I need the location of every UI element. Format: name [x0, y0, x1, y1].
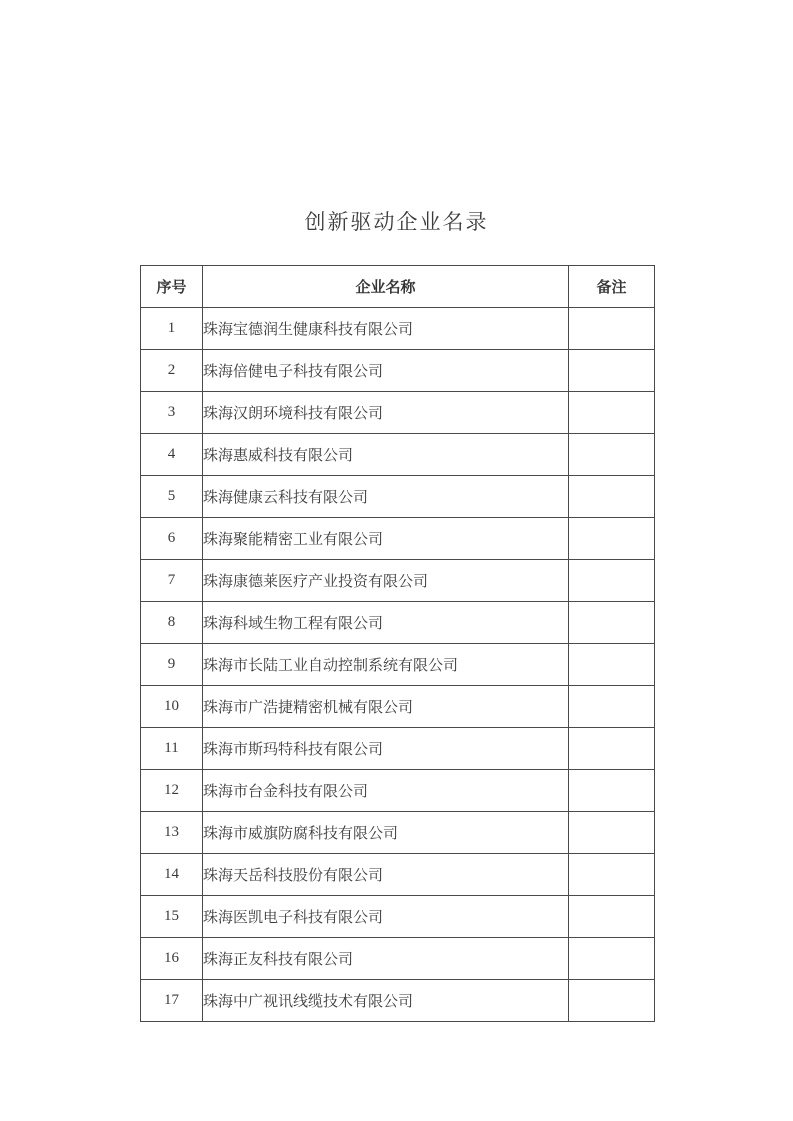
table-row [141, 602, 655, 644]
header-serial-number: 序号 [141, 266, 203, 308]
row-serial-number: 4 [141, 434, 203, 476]
table-row [141, 938, 655, 980]
row-remarks [569, 476, 655, 518]
row-enterprise-name: 珠海市威旗防腐科技有限公司 [203, 812, 569, 854]
table-header-row [141, 266, 655, 308]
row-serial-number: 13 [141, 812, 203, 854]
table-row [141, 308, 655, 350]
row-remarks [569, 392, 655, 434]
table-row [141, 644, 655, 686]
row-remarks [569, 602, 655, 644]
table-row [141, 896, 655, 938]
row-enterprise-name: 珠海市斯玛特科技有限公司 [203, 728, 569, 770]
page-title: 创新驱动企业名录 [304, 210, 489, 234]
row-enterprise-name: 珠海倍健电子科技有限公司 [203, 350, 569, 392]
row-enterprise-name: 珠海医凯电子科技有限公司 [203, 896, 569, 938]
table-row [141, 686, 655, 728]
row-serial-number: 7 [141, 560, 203, 602]
header-enterprise-name: 企业名称 [203, 266, 569, 308]
header-remarks: 备注 [569, 266, 655, 308]
row-remarks [569, 854, 655, 896]
table-row [141, 854, 655, 896]
row-enterprise-name: 珠海康德莱医疗产业投资有限公司 [203, 560, 569, 602]
row-serial-number: 15 [141, 896, 203, 938]
row-enterprise-name: 珠海聚能精密工业有限公司 [203, 518, 569, 560]
row-serial-number: 11 [141, 728, 203, 770]
row-remarks [569, 938, 655, 980]
row-serial-number: 6 [141, 518, 203, 560]
row-enterprise-name: 珠海科域生物工程有限公司 [203, 602, 569, 644]
row-enterprise-name: 珠海市台金科技有限公司 [203, 770, 569, 812]
row-enterprise-name: 珠海中广视讯线缆技术有限公司 [203, 980, 569, 1022]
row-serial-number: 5 [141, 476, 203, 518]
row-serial-number: 8 [141, 602, 203, 644]
row-remarks [569, 980, 655, 1022]
row-serial-number: 12 [141, 770, 203, 812]
row-remarks [569, 350, 655, 392]
table-row [141, 476, 655, 518]
row-remarks [569, 308, 655, 350]
table-row [141, 770, 655, 812]
row-serial-number: 2 [141, 350, 203, 392]
row-serial-number: 3 [141, 392, 203, 434]
row-serial-number: 14 [141, 854, 203, 896]
row-enterprise-name: 珠海市广浩捷精密机械有限公司 [203, 686, 569, 728]
row-serial-number: 9 [141, 644, 203, 686]
row-serial-number: 16 [141, 938, 203, 980]
table-row [141, 980, 655, 1022]
table-row [141, 518, 655, 560]
row-remarks [569, 686, 655, 728]
row-serial-number: 10 [141, 686, 203, 728]
row-remarks [569, 560, 655, 602]
table-row [141, 392, 655, 434]
enterprise-table [140, 265, 655, 1022]
table-row [141, 434, 655, 476]
row-enterprise-name: 珠海汉朗环境科技有限公司 [203, 392, 569, 434]
row-remarks [569, 434, 655, 476]
row-remarks [569, 896, 655, 938]
table-row [141, 812, 655, 854]
row-enterprise-name: 珠海天岳科技股份有限公司 [203, 854, 569, 896]
row-remarks [569, 644, 655, 686]
row-enterprise-name: 珠海健康云科技有限公司 [203, 476, 569, 518]
row-enterprise-name: 珠海市长陆工业自动控制系统有限公司 [203, 644, 569, 686]
table-row [141, 350, 655, 392]
row-enterprise-name: 珠海正友科技有限公司 [203, 938, 569, 980]
table-row [141, 560, 655, 602]
row-serial-number: 1 [141, 308, 203, 350]
row-remarks [569, 770, 655, 812]
row-remarks [569, 728, 655, 770]
row-remarks [569, 518, 655, 560]
row-enterprise-name: 珠海宝德润生健康科技有限公司 [203, 308, 569, 350]
row-remarks [569, 812, 655, 854]
table-row [141, 728, 655, 770]
row-serial-number: 17 [141, 980, 203, 1022]
row-enterprise-name: 珠海惠威科技有限公司 [203, 434, 569, 476]
